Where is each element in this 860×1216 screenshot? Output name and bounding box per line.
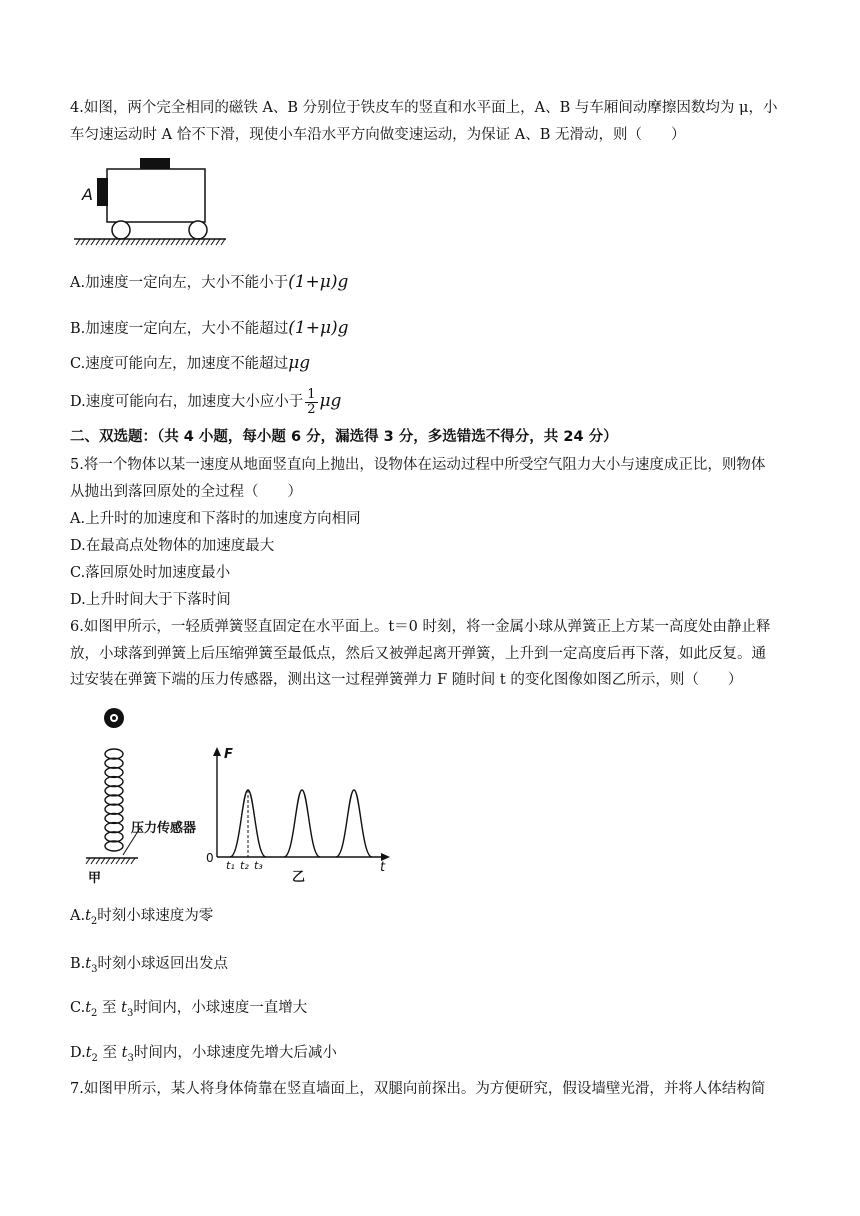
hatch-mark (171, 239, 175, 245)
q6-stem-line1: 6.如图甲所示，一轻质弹簧竖直固定在水平面上。t＝0 时刻，将一金属小球从弹簧正上方某一高度处由静止释 (70, 619, 771, 635)
label-yi: 乙 (292, 870, 306, 885)
q4-stem-line2: 车匀速运动时 A 恰不下滑，现使小车沿水平方向做变速运动，为保证 A、B 无滑动，则（ ） (70, 127, 686, 143)
wheel-right (189, 221, 207, 239)
hatch-mark (96, 239, 100, 245)
axis-label-t: t (380, 860, 386, 875)
spring (105, 749, 123, 851)
t1-label: t₁ (226, 859, 235, 872)
hatch-mark (221, 239, 225, 245)
hatch-mark (146, 239, 150, 245)
t2-label: t₂ (240, 859, 249, 872)
label-jia: 甲 (88, 871, 102, 886)
hatch-mark (216, 239, 220, 245)
hatch-mark (161, 239, 165, 245)
ground-hatch (76, 239, 225, 245)
force-pulse-3 (336, 790, 372, 857)
hatch-mark (121, 858, 125, 864)
q7-stem-line1: 7.如图甲所示，某人将身体倚靠在竖直墙面上，双腿向前探出。为方便研究，假设墙壁光滑，并将人体结构简 (70, 1081, 766, 1097)
sensor-label: 压力传感器 (131, 821, 197, 836)
origin-label: 0 (206, 851, 214, 865)
hatch-mark (211, 239, 215, 245)
magnet-b (140, 158, 170, 170)
hatch-mark (106, 858, 110, 864)
hatch-mark (181, 239, 185, 245)
hatch-mark (106, 239, 110, 245)
hatch-mark (111, 858, 115, 864)
q6-option-a: $A.t_2$时刻小球速度为零 (70, 908, 214, 927)
q5-stem-line1: 5.将一个物体以某一速度从地面竖直向上抛出，设物体在运动过程中所受空气阻力大小与速度成正比，则物体 (70, 457, 766, 473)
q6-stem-line2: 放，小球落到弹簧上后压缩弹簧至最低点，然后又被弹起离开弹簧，上升到一定高度后再下落，如此反复。通 (70, 646, 766, 662)
fraction-one-half: $\frac{1}{2}$ (307, 386, 316, 417)
q6-option-b: $B.t_3$时刻小球返回出发点 (70, 956, 228, 975)
hatch-mark (86, 239, 90, 245)
hatch-mark (131, 858, 135, 864)
ground-hatch (86, 858, 135, 864)
hatch-mark (86, 858, 90, 864)
hatch-mark (196, 239, 200, 245)
q4-option-a: A.加速度一定向左，大小不能小于(1+μ)g (70, 272, 349, 292)
hatch-mark (166, 239, 170, 245)
force-pulse-2 (284, 790, 320, 857)
hatch-mark (81, 239, 85, 245)
hatch-mark (206, 239, 210, 245)
q5-stem-line2: 从抛出到落回原处的全过程（ ） (70, 484, 302, 500)
q4-option-c: C.速度可能向左，加速度不能超过μg (70, 353, 311, 373)
hatch-mark (116, 239, 120, 245)
hatch-mark (201, 239, 205, 245)
hatch-mark (126, 858, 130, 864)
q5-option-b: D.在最高点处物体的加速度最大 (70, 538, 275, 554)
hatch-mark (191, 239, 195, 245)
hatch-mark (101, 858, 105, 864)
hatch-mark (116, 858, 120, 864)
hatch-mark (101, 239, 105, 245)
hatch-mark (186, 239, 190, 245)
hatch-mark (141, 239, 145, 245)
hatch-mark (126, 239, 130, 245)
wheel-left (112, 221, 130, 239)
hatch-mark (91, 239, 95, 245)
q4-stem-line1: 4.如图，两个完全相同的磁铁 A、B 分别位于铁皮车的竖直和水平面上，A、B 与车厢间动摩擦因数均为 μ，小 (70, 100, 778, 116)
q6-stem-line3: 过安装在弹簧下端的压力传感器，测出这一过程弹簧弹力 F 随时间 t 的变化图像如图乙所示，则（ ） (70, 672, 743, 688)
q5-option-d: D.上升时间大于下落时间 (70, 592, 231, 608)
t3-label: t₃ (254, 859, 263, 872)
q6-option-c: $C.t_2$ 至 $t_3$时间内，小球速度一直增大 (70, 1000, 308, 1019)
section2-title: 二、双选题：（共 4 小题，每小题 6 分，漏选得 3 分，多选错选不得分，共 24 分） (70, 429, 618, 445)
axis-label-f: F (224, 747, 233, 762)
hatch-mark (151, 239, 155, 245)
cart-figure (74, 154, 234, 254)
hatch-mark (111, 239, 115, 245)
q4-option-b: B.加速度一定向左，大小不能超过(1+μ)g (70, 318, 349, 338)
q4-option-d: D.速度可能向右，加速度大小应小于 $\frac{1}{2}$ μg (70, 386, 342, 417)
q5-option-c: C.落回原处时加速度最小 (70, 565, 231, 581)
magnet-a (97, 178, 108, 206)
hatch-mark (131, 239, 135, 245)
hatch-mark (176, 239, 180, 245)
label-a: A (82, 185, 93, 204)
hatch-mark (96, 858, 100, 864)
hatch-mark (136, 239, 140, 245)
q6-option-d: $D.t_2$ 至 $t_3$时间内，小球速度先增大后减小 (70, 1045, 337, 1064)
hatch-mark (121, 239, 125, 245)
cart-body (107, 169, 205, 222)
hatch-mark (76, 239, 80, 245)
q5-option-a: A.上升时的加速度和下落时的加速度方向相同 (70, 511, 361, 527)
hatch-mark (91, 858, 95, 864)
force-time-graph (200, 745, 400, 890)
spring-figure (78, 700, 218, 890)
hatch-mark (156, 239, 160, 245)
